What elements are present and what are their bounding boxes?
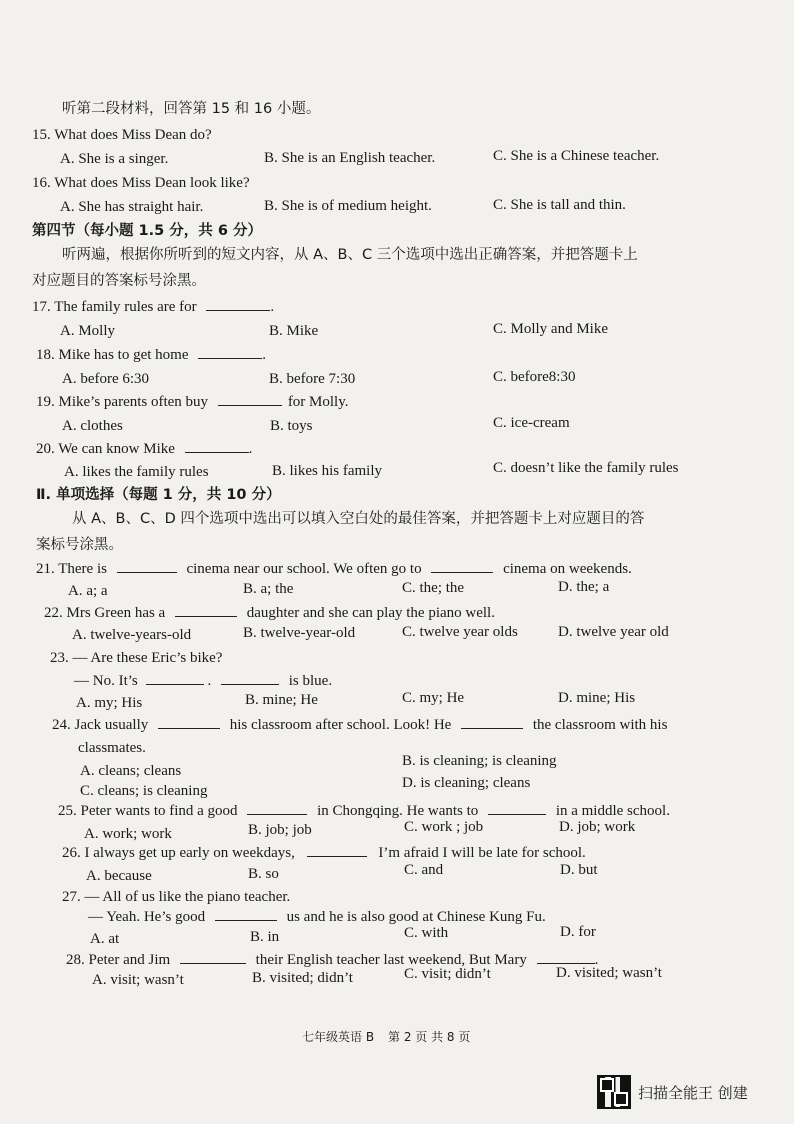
q25-part3: in a middle school. xyxy=(555,803,670,819)
q24-part1: 24. Jack usually xyxy=(52,717,149,733)
q23-blank-1 xyxy=(146,672,204,685)
q21-part1: 21. There is xyxy=(36,561,107,577)
part2-instructions-line2: 案标号涂黑。 xyxy=(36,537,123,553)
q21-option-a: A. a; a xyxy=(68,583,108,599)
q22-option-c: C. twelve year olds xyxy=(402,624,518,640)
q26-blank xyxy=(307,844,367,857)
q20-stem-line xyxy=(36,440,252,458)
q15-stem: 15. What does Miss Dean do? xyxy=(32,127,212,143)
q26-option-c: C. and xyxy=(404,862,444,878)
q16-stem: 16. What does Miss Dean look like? xyxy=(32,175,250,191)
q26-part1: 26. I always get up early on weekdays, xyxy=(62,845,295,861)
q24-line2: classmates. xyxy=(78,740,146,756)
q23-option-d: D. mine; His xyxy=(558,690,636,706)
q28-option-d: D. visited; wasn’t xyxy=(556,965,662,981)
q22-stem-line xyxy=(44,604,495,622)
q27-blank xyxy=(215,908,277,921)
q20-blank xyxy=(185,440,249,453)
q19-stem-line xyxy=(36,393,349,411)
q28-option-c: C. visit; didn’t xyxy=(404,966,491,982)
q17-stem-line xyxy=(32,298,274,316)
q25-option-d: D. job; work xyxy=(559,819,636,835)
q24-option-d: D. is cleaning; cleans xyxy=(402,775,531,791)
q23-part1: — No. It’s xyxy=(74,673,138,689)
q21-option-d: D. the; a xyxy=(558,579,610,595)
q22-option-b: B. twelve-year-old xyxy=(243,625,356,641)
q24-option-b: B. is cleaning; is cleaning xyxy=(402,753,557,769)
scanner-brand: 扫描全能王 创建 xyxy=(638,1084,748,1102)
q25-part1: 25. Peter wants to find a good xyxy=(58,803,238,819)
q20-end: . xyxy=(248,441,253,457)
q22-part2: daughter and she can play the piano well. xyxy=(246,605,495,621)
q20-option-c: C. doesn’t like the family rules xyxy=(493,460,679,476)
q19-option-b: B. toys xyxy=(270,418,313,434)
q17-option-b: B. Mike xyxy=(269,323,319,339)
q23-option-a: A. my; His xyxy=(76,695,143,711)
q23-line1: 23. — Are these Eric’s bike? xyxy=(50,650,223,666)
q19-stem: 19. Mike’s parents often buy xyxy=(36,394,209,410)
part4-instructions-line1: 听两遍，根据你所听到的短文内容，从 A、B、C 三个选项中选出正确答案，并把答题卡上 xyxy=(62,247,638,263)
q24-line1 xyxy=(52,716,667,734)
q18-end: . xyxy=(262,347,266,363)
q18-blank xyxy=(198,346,262,359)
q27-option-a: A. at xyxy=(90,931,120,947)
q23-part2: . xyxy=(207,673,212,689)
q21-stem-line xyxy=(36,560,632,578)
q16-option-a: A. She has straight hair. xyxy=(60,199,204,215)
q27-line2 xyxy=(88,908,546,926)
q22-option-d: D. twelve year old xyxy=(558,624,669,640)
q22-option-a: A. twelve-years-old xyxy=(72,627,192,643)
q15-option-a: A. She is a singer. xyxy=(60,151,169,167)
q28-part3: . xyxy=(594,952,599,968)
q28-line xyxy=(66,951,598,969)
q25-part2: in Chongqing. He wants to xyxy=(317,803,479,819)
q27-option-d: D. for xyxy=(560,924,596,940)
q26-line xyxy=(62,844,586,862)
q24-blank-1 xyxy=(158,716,220,729)
q17-end: . xyxy=(270,299,275,315)
q27-part2: us and he is also good at Chinese Kung Fu. xyxy=(286,909,546,925)
q17-option-c: C. Molly and Mike xyxy=(493,321,608,337)
q25-blank-2 xyxy=(488,802,546,815)
q18-stem-line xyxy=(36,346,266,364)
q19-option-a: A. clothes xyxy=(62,418,123,434)
part2-title: Ⅱ. 单项选择（每题 1 分，共 10 分） xyxy=(36,487,281,503)
q26-option-b: B. so xyxy=(248,866,279,882)
q27-line1: 27. — All of us like the piano teacher. xyxy=(62,889,291,905)
q28-blank-1 xyxy=(180,951,246,964)
footer-page-number: 第 2 页 共 8 页 xyxy=(388,1030,471,1044)
q26-option-d: D. but xyxy=(560,862,598,878)
q23-blank-2 xyxy=(221,672,279,685)
q24-blank-2 xyxy=(461,716,523,729)
q26-option-a: A. because xyxy=(86,868,152,884)
q23-option-b: B. mine; He xyxy=(245,692,318,708)
q21-part3: cinema on weekends. xyxy=(503,561,632,577)
q21-option-b: B. a; the xyxy=(243,581,294,597)
q18-option-a: A. before 6:30 xyxy=(62,371,150,387)
q16-option-b: B. She is of medium height. xyxy=(264,198,432,214)
q21-option-c: C. the; the xyxy=(402,580,465,596)
q24-part3: the classroom with his xyxy=(532,717,668,733)
q21-blank-2 xyxy=(431,560,493,573)
q19-end: for Molly. xyxy=(287,394,349,410)
q27-part1: — Yeah. He’s good xyxy=(88,909,206,925)
q28-part1: 28. Peter and Jim xyxy=(66,952,171,968)
part4-instructions-line2: 对应题目的答案标号涂黑。 xyxy=(32,273,206,289)
q28-blank-2 xyxy=(537,951,595,964)
q18-stem: 18. Mike has to get home xyxy=(36,347,189,363)
q23-line2 xyxy=(74,672,332,690)
q22-part1: 22. Mrs Green has a xyxy=(44,605,166,621)
q27-option-c: C. with xyxy=(404,925,449,941)
q24-option-c: C. cleans; is cleaning xyxy=(80,783,208,799)
q27-option-b: B. in xyxy=(250,929,280,945)
q24-part2: his classroom after school. Look! He xyxy=(229,717,452,733)
q20-option-a: A. likes the family rules xyxy=(64,464,209,480)
q24-option-a: A. cleans; cleans xyxy=(80,763,182,779)
q18-option-b: B. before 7:30 xyxy=(269,371,356,387)
q19-option-c: C. ice-cream xyxy=(493,415,570,431)
q18-option-c: C. before8:30 xyxy=(493,369,576,385)
q16-option-c: C. She is tall and thin. xyxy=(493,197,626,213)
q25-option-a: A. work; work xyxy=(84,826,172,842)
q21-blank-1 xyxy=(117,560,177,573)
q22-blank xyxy=(175,604,237,617)
q20-option-b: B. likes his family xyxy=(272,463,382,479)
q23-part3: is blue. xyxy=(288,673,333,689)
q25-blank-1 xyxy=(247,802,307,815)
q28-part2: their English teacher last weekend, But Mary xyxy=(255,952,527,968)
footer-subject: 七年级英语 B xyxy=(302,1030,375,1044)
q28-option-b: B. visited; didn’t xyxy=(252,970,353,986)
qr-code-icon xyxy=(597,1075,631,1109)
q17-stem: 17. The family rules are for xyxy=(32,299,197,315)
part2-instructions-line1: 从 A、B、C、D 四个选项中选出可以填入空白处的最佳答案，并把答题卡上对应题目的答 xyxy=(72,511,645,527)
q15-option-c: C. She is a Chinese teacher. xyxy=(493,148,660,164)
q21-part2: cinema near our school. We often go to xyxy=(186,561,422,577)
q25-option-b: B. job; job xyxy=(248,822,312,838)
q15-option-b: B. She is an English teacher. xyxy=(264,150,436,166)
q19-blank xyxy=(218,393,282,406)
q17-option-a: A. Molly xyxy=(60,323,116,339)
q26-part2: I’m afraid I will be late for school. xyxy=(378,845,586,861)
section-intro-2: 听第二段材料，回答第 15 和 16 小题。 xyxy=(62,101,321,117)
part4-title: 第四节（每小题 1.5 分，共 6 分） xyxy=(32,223,262,239)
q28-option-a: A. visit; wasn’t xyxy=(92,972,184,988)
q17-blank xyxy=(206,298,270,311)
q20-stem: 20. We can know Mike xyxy=(36,441,175,457)
q25-option-c: C. work ; job xyxy=(404,819,484,835)
q23-option-c: C. my; He xyxy=(402,690,465,706)
